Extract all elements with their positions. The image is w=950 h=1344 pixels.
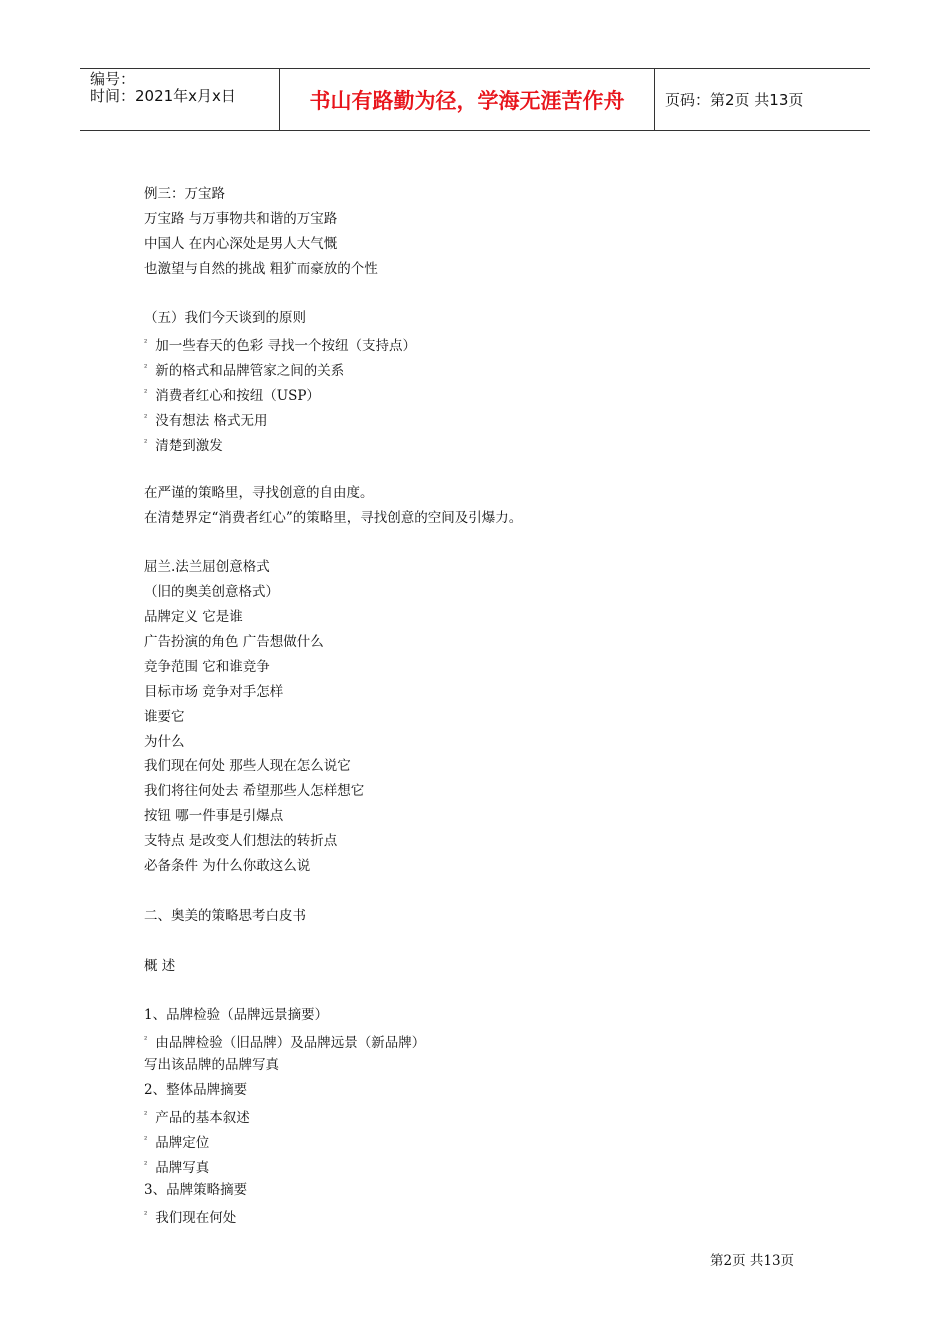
line-text: 支特点 是改变人们想法的转折点 (144, 833, 338, 850)
header-page-info: 页码：第2页 共13页 (665, 91, 804, 109)
line-text: 按钮 哪一件事是引爆点 (144, 808, 284, 825)
text-line (144, 1128, 804, 1153)
text-line (144, 1078, 804, 1103)
bullet-marker: ² (144, 437, 148, 447)
bullet-marker: ² (144, 413, 148, 423)
line-text: 我们现在何处 那些人现在怎么说它 (144, 758, 351, 775)
text-line (144, 605, 804, 630)
document-body (144, 182, 804, 1227)
line-text: 3、品牌策略摘要 (144, 1181, 248, 1198)
line-text: 也激望与自然的挑战 粗犷而豪放的个性 (144, 260, 378, 277)
blank-line (144, 879, 804, 904)
blank-line (144, 530, 804, 555)
text-line (144, 630, 804, 655)
text-line (144, 705, 804, 730)
text-line (144, 1153, 804, 1178)
text-line (144, 1178, 804, 1203)
line-text: 加一些春天的色彩 寻找一个按纽（支持点） (155, 338, 417, 355)
text-line (144, 580, 804, 605)
bullet-marker: ² (144, 1134, 148, 1144)
line-text: 我们现在何处 (155, 1209, 237, 1226)
text-line (144, 331, 804, 356)
line-text: 为什么 (144, 733, 185, 750)
line-text: 品牌写真 (155, 1159, 210, 1176)
bullet-marker: ² (144, 1159, 148, 1169)
line-text: 屈兰.法兰屈创意格式 (144, 559, 270, 576)
text-line (144, 1028, 804, 1053)
bullet-marker: ² (144, 1109, 148, 1119)
bullet-marker: ² (144, 1035, 148, 1045)
line-text: 由品牌检验（旧品牌）及品牌远景（新品牌） (155, 1035, 426, 1052)
header-motto: 书山有路勤为径，学海无涯苦作舟 (280, 69, 655, 130)
text-line (144, 207, 804, 232)
line-text: 2、整体品牌摘要 (144, 1082, 248, 1099)
text-line (144, 1103, 804, 1128)
text-line (144, 954, 804, 979)
line-text: 品牌定义 它是谁 (144, 609, 243, 626)
line-text: 必备条件 为什么你敢这么说 (144, 858, 311, 875)
line-text: 在严谨的策略里，寻找创意的自由度。 (144, 484, 374, 501)
blank-line (144, 929, 804, 954)
text-line (144, 655, 804, 680)
line-text: 例三：万宝路 (144, 186, 225, 202)
header-meta (80, 69, 280, 130)
blank-line (144, 282, 804, 307)
text-line (144, 182, 804, 207)
bullet-marker: ² (144, 1209, 148, 1219)
text-line (144, 1003, 804, 1028)
line-text: 品牌定位 (155, 1134, 210, 1151)
line-text: 二、奥美的策略思考白皮书 (144, 907, 306, 924)
line-text: 概 述 (144, 957, 176, 974)
page-header (80, 68, 870, 131)
line-text: 目标市场 竞争对手怎样 (144, 683, 284, 700)
text-line (144, 431, 804, 456)
text-line (144, 406, 804, 431)
line-text: 写出该品牌的品牌写真 (144, 1057, 279, 1074)
text-line (144, 306, 804, 331)
bullet-marker: ² (144, 338, 148, 348)
page-footer: 第2页 共13页 (710, 1253, 795, 1269)
line-text: 万宝路 与万事物共和谐的万宝路 (144, 210, 338, 227)
line-text: 谁要它 (144, 708, 185, 725)
text-line (144, 904, 804, 929)
text-line (144, 257, 804, 282)
text-line (144, 481, 804, 506)
line-text: （五）我们今天谈到的原则 (144, 310, 306, 327)
line-text: 产品的基本叙述 (155, 1109, 250, 1126)
text-line (144, 779, 804, 804)
text-line (144, 232, 804, 257)
line-text: 广告扮演的角色 广告想做什么 (144, 634, 324, 651)
text-line (144, 854, 804, 879)
time-label: 时间：2021年x月x日 (90, 87, 236, 105)
line-text: 在清楚界定“消费者红心”的策略里，寻找创意的空间及引爆力。 (144, 509, 523, 526)
line-text: 清楚到激发 (155, 437, 223, 454)
line-text: 新的格式和品牌管家之间的关系 (155, 363, 345, 380)
line-text: 1、品牌检验（品牌远景摘要） (144, 1007, 329, 1024)
blank-line (144, 456, 804, 481)
line-text: 消费者红心和按纽（USP） (155, 388, 320, 405)
text-line (144, 506, 804, 531)
text-line (144, 829, 804, 854)
bullet-marker: ² (144, 388, 148, 398)
text-line (144, 754, 804, 779)
text-line (144, 555, 804, 580)
text-line (144, 381, 804, 406)
text-line (144, 1203, 804, 1228)
line-text: 没有想法 格式无用 (155, 413, 268, 430)
text-line (144, 1053, 804, 1078)
line-text: （旧的奥美创意格式） (144, 584, 279, 601)
blank-line (144, 979, 804, 1004)
serial-label: 编号： (90, 70, 136, 88)
text-line (144, 804, 804, 829)
text-line (144, 680, 804, 705)
line-text: 竞争范围 它和谁竞争 (144, 658, 270, 675)
line-text: 我们将往何处去 希望那些人怎样想它 (144, 783, 365, 800)
text-line (144, 730, 804, 755)
bullet-marker: ² (144, 363, 148, 373)
line-text: 中国人 在内心深处是男人大气慨 (144, 235, 338, 252)
text-line (144, 356, 804, 381)
